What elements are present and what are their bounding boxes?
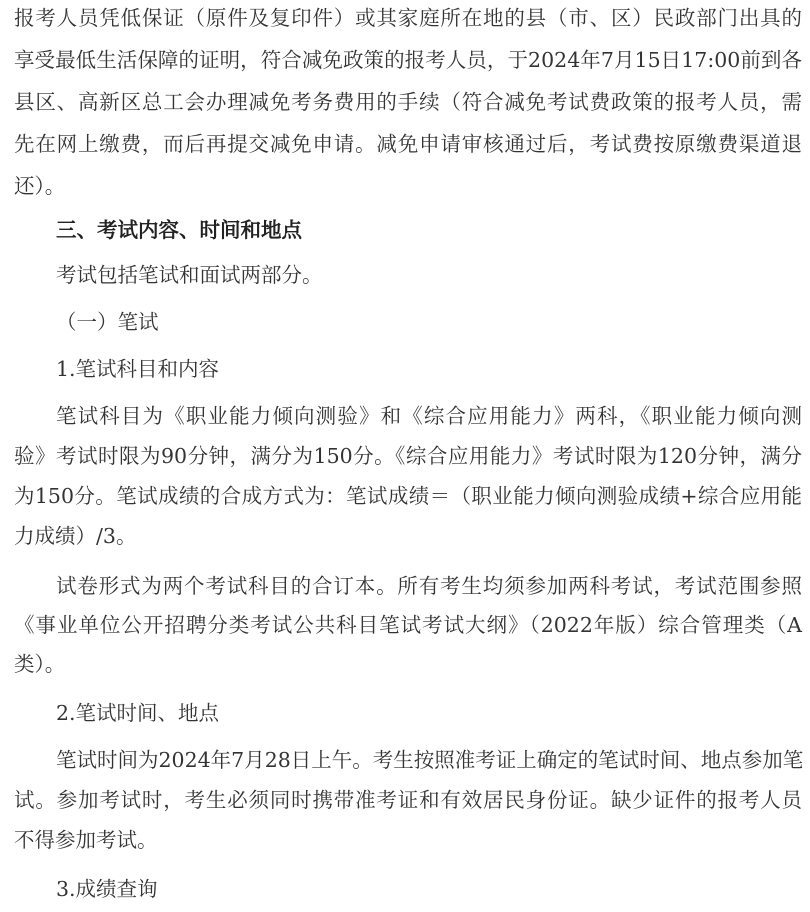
text-line: 验》考试时限为90分钟，满分为150分。《综合应用能力》考试时限为120分钟，满分 <box>14 444 802 468</box>
text-line: 还）。 <box>14 174 66 198</box>
text-line: 力成绩）/3。 <box>14 524 137 548</box>
text-line: 享受最低生活保障的证明，符合减免政策的报考人员，于2024年7月15日17:00前到各 <box>14 48 802 72</box>
text-line: 类）。 <box>14 652 66 676</box>
text-line: 试卷形式为两个考试科目的合订本。所有考生均须参加两科考试，考试范围参照 <box>56 574 802 598</box>
subsection-heading: （一）笔试 <box>56 310 159 334</box>
item-heading: 1.笔试科目和内容 <box>56 357 220 381</box>
text-line: 为150分。笔试成绩的合成方式为：笔试成绩＝（职业能力倾向测验成绩+综合应用能 <box>14 484 802 508</box>
text-line: 笔试科目为《职业能力倾向测验》和《综合应用能力》两科，《职业能力倾向测 <box>56 404 802 428</box>
text-line: 县区、高新区总工会办理减免考务费用的手续（符合减免考试费政策的报考人员，需 <box>14 90 802 114</box>
text-line: 笔试时间为2024年7月28日上午。考生按照准考证上确定的笔试时间、地点参加笔 <box>56 748 804 772</box>
item-heading: 3.成绩查询 <box>56 877 158 901</box>
text-line: 先在网上缴费，而后再提交减免申请。减免申请审核通过后，考试费按原缴费渠道退 <box>14 132 802 156</box>
text-line: 报考人员凭低保证（原件及复印件）或其家庭所在地的县（市、区）民政部门出具的 <box>14 6 802 30</box>
text-line: 考试包括笔试和面试两部分。 <box>56 263 323 287</box>
text-line: 不得参加考试。 <box>14 828 158 852</box>
text-line: 试。参加考试时，考生必须同时携带准考证和有效居民身份证。缺少证件的报考人员 <box>14 788 802 812</box>
text-line: 《事业单位公开招聘分类考试公共科目笔试考试大纲》（2022年版）综合管理类（A <box>14 613 802 637</box>
item-heading: 2.笔试时间、地点 <box>56 701 220 725</box>
section-heading: 三、考试内容、时间和地点 <box>56 218 302 242</box>
